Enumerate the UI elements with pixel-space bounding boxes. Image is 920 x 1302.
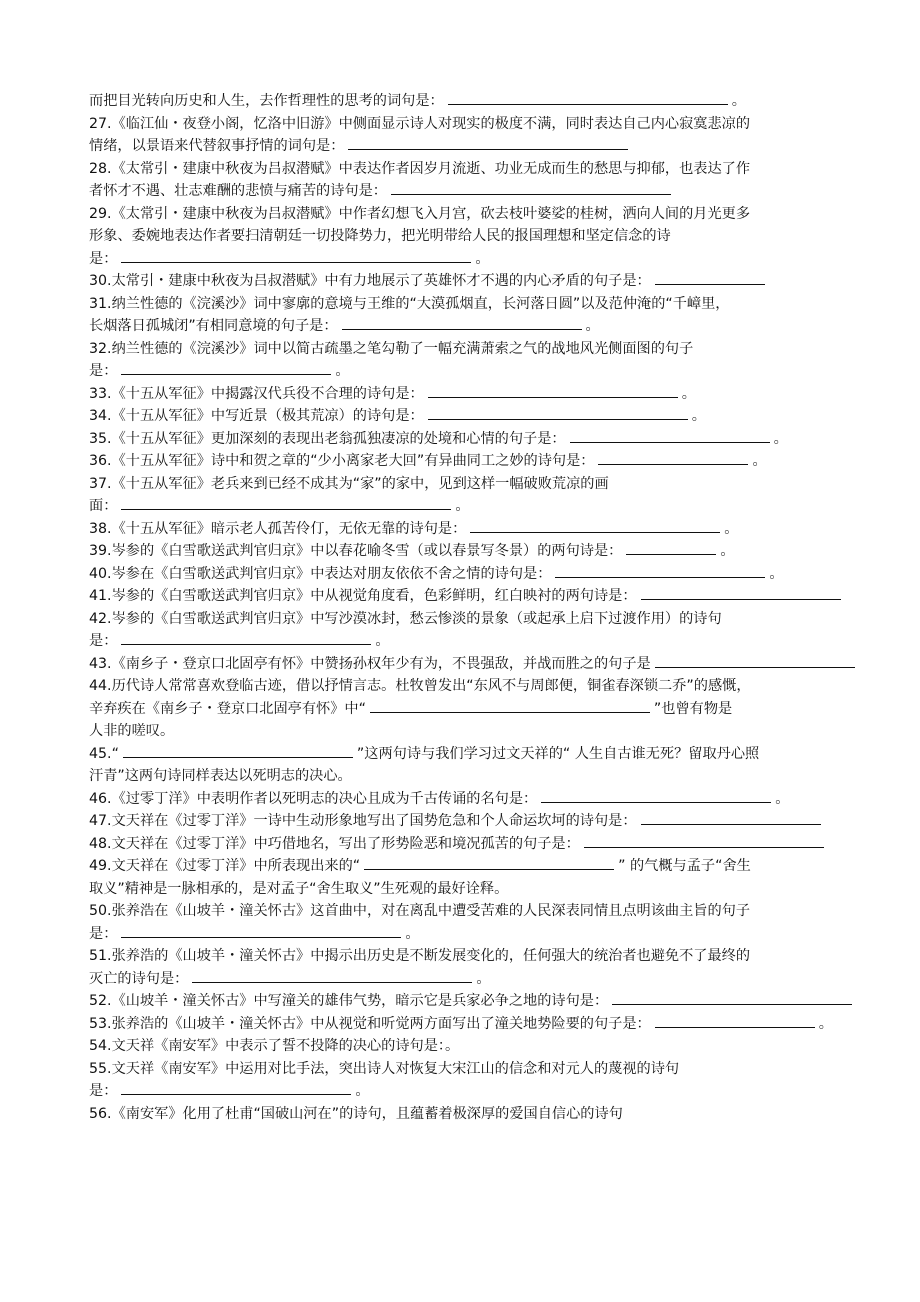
text-line: 灭亡的诗句是： 。 <box>89 968 920 991</box>
answer-blank[interactable] <box>121 248 471 263</box>
answer-blank[interactable] <box>584 833 824 848</box>
text-line: 者怀才不遇、壮志难酬的悲愤与痛苦的诗句是： <box>89 180 920 203</box>
text-line: 长烟落日孤城闭”有相同意境的句子是： 。 <box>89 315 920 338</box>
answer-blank[interactable] <box>121 1080 351 1095</box>
question-list <box>89 90 920 1125</box>
text-line: 54.文天祥《南安军》中表示了誓不投降的决心的诗句是：。 <box>89 1038 460 1054</box>
text-line: 汗青”这两句诗同样表达以死明志的决心。 <box>89 768 352 784</box>
text-line: 39.岑参的《白雪歌送武判官归京》中以春花喻冬雪（或以春景写冬景）的两句诗是： 。 <box>89 540 920 563</box>
answer-blank[interactable] <box>428 383 678 398</box>
text-line: 51.张养浩的《山坡羊・潼关怀古》中揭示出历史是不断发展变化的，任何强大的统治者也避免不了最终的 <box>89 948 751 964</box>
answer-blank[interactable] <box>121 923 401 938</box>
answer-blank[interactable] <box>121 360 331 375</box>
answer-blank[interactable] <box>655 270 765 285</box>
text-line: 30.太常引・建康中秋夜为吕叔潜赋》中有力地展示了英雄怀才不遇的内心矛盾的句子是： <box>89 270 920 293</box>
text-line: 50.张养浩在《山坡羊・潼关怀古》这首曲中，对在离乱中遭受苦难的人民深表同情且点明该曲主旨的句子 <box>89 903 751 919</box>
text-line: 辛弃疾在《南乡子・登京口北固亭有怀》中“ ”也曾有物是 <box>89 698 920 721</box>
answer-blank[interactable] <box>348 135 628 150</box>
text-line: 是： 。 <box>89 1080 920 1103</box>
answer-blank[interactable] <box>641 585 841 600</box>
answer-blank[interactable] <box>570 428 770 443</box>
answer-blank[interactable] <box>121 495 451 510</box>
text-line: 28.《太常引・建康中秋夜为吕叔潜赋》中表达作者因岁月流逝、功业无成而生的愁思与抑郁，也表达了作 <box>89 160 751 177</box>
text-line: 33.《十五从军征》中揭露汉代兵役不合理的诗句是： 。 <box>89 383 920 406</box>
text-line: 45.“ ”这两句诗与我们学习过文天祥的“ 人生自古谁无死？留取丹心照 <box>89 743 920 766</box>
text-line: 是： 。 <box>89 360 920 383</box>
answer-blank[interactable] <box>121 630 371 645</box>
text-line: 43.《南乡子・登京口北固亭有怀》中赞扬孙权年少有为，不畏强敌，并战而胜之的句子是 <box>89 653 920 676</box>
text-line: 42.岑参的《白雪歌送武判官归京》中写沙漠冰封，愁云惨淡的景象（或起承上启下过渡作用）的诗句 <box>89 610 722 627</box>
answer-blank[interactable] <box>655 653 855 668</box>
answer-blank[interactable] <box>391 180 671 195</box>
text-line: 29.《太常引・建康中秋夜为吕叔潜赋》中作者幻想飞入月宫，砍去枝叶婆娑的桂树，洒向人间的月光更多 <box>89 205 751 222</box>
text-line: 37.《十五从军征》老兵来到已经不成其为“家”的家中，见到这样一幅破败荒凉的画 <box>89 475 609 492</box>
answer-blank[interactable] <box>555 563 765 578</box>
answer-blank[interactable] <box>123 743 353 758</box>
text-line: 47.文天祥在《过零丁洋》一诗中生动形象地写出了国势危急和个人命运坎坷的诗句是： <box>89 810 920 833</box>
answer-blank[interactable] <box>428 405 688 420</box>
text-line: 27.《临江仙・夜登小阁，忆洛中旧游》中侧面显示诗人对现实的极度不满，同时表达自己内心寂寞悲凉的 <box>89 115 751 132</box>
answer-blank[interactable] <box>655 1013 815 1028</box>
text-line: 40.岑参在《白雪歌送武判官归京》中表达对朋友依依不舍之情的诗句是： 。 <box>89 563 920 586</box>
text-line: 而把目光转向历史和人生，去作哲理性的思考的词句是： 。 <box>89 90 920 113</box>
text-line: 48.文天祥在《过零丁洋》中巧借地名，写出了形势险恶和境况孤苦的句子是： <box>89 833 920 856</box>
text-line: 36.《十五从军征》诗中和贺之章的“少小离家老大回”有异曲同工之妙的诗句是： 。 <box>89 450 920 473</box>
answer-blank[interactable] <box>470 518 720 533</box>
answer-blank[interactable] <box>448 90 728 105</box>
text-line: 取义”精神是一脉相承的，是对孟子“舍生取义”生死观的最好诠释。 <box>89 880 509 897</box>
answer-blank[interactable] <box>370 698 650 713</box>
text-line: 人非的嗟叹。 <box>89 723 175 739</box>
answer-blank[interactable] <box>364 855 614 870</box>
text-line: 31.纳兰性德的《浣溪沙》词中寥廓的意境与王维的“大漠孤烟直，长河落日圆”以及范仲淹的“千嶂里， <box>89 295 730 312</box>
text-line: 形象、委婉地表达作者要扫清朝廷一切投降势力，把光明带给人民的报国理想和坚定信念的诗 <box>89 228 671 244</box>
text-line: 55.文天祥《南安军》中运用对比手法，突出诗人对恢复大宋江山的信念和对元人的蔑视的诗句 <box>89 1060 680 1077</box>
text-line: 情绪，以景语来代替叙事抒情的词句是： <box>89 135 920 158</box>
text-line: 52.《山坡羊・潼关怀古》中写潼关的雄伟气势，暗示它是兵家必争之地的诗句是： <box>89 990 920 1013</box>
text-line: 是： 。 <box>89 248 920 271</box>
text-line: 是： 。 <box>89 630 920 653</box>
text-line: 38.《十五从军征》暗示老人孤苦伶仃，无依无靠的诗句是： 。 <box>89 518 920 541</box>
text-line: 是： 。 <box>89 923 920 946</box>
answer-blank[interactable] <box>192 968 472 983</box>
answer-blank[interactable] <box>541 788 771 803</box>
text-line: 面： 。 <box>89 495 920 518</box>
text-line: 56.《南安军》化用了杜甫“国破山河在”的诗句，且蕴蓄着极深厚的爱国自信心的诗句 <box>89 1105 623 1122</box>
text-line: 34.《十五从军征》中写近景（极其荒凉）的诗句是： 。 <box>89 405 920 428</box>
text-line: 46.《过零丁洋》中表明作者以死明志的决心且成为千古传诵的名句是： 。 <box>89 788 920 811</box>
text-line: 53.张养浩的《山坡羊・潼关怀古》中从视觉和听觉两方面写出了潼关地势险要的句子是： 。 <box>89 1013 920 1036</box>
text-line: 41.岑参的《白雪歌送武判官归京》中从视觉角度看，色彩鲜明，红白映衬的两句诗是： <box>89 585 920 608</box>
answer-blank[interactable] <box>342 315 582 330</box>
answer-blank[interactable] <box>598 450 748 465</box>
text-line: 35.《十五从军征》更加深刻的表现出老翁孤独凄凉的处境和心情的句子是： 。 <box>89 428 920 451</box>
answer-blank[interactable] <box>641 810 821 825</box>
text-line: 44.历代诗人常常喜欢登临古迹，借以抒情言志。杜牧曾发出“东风不与周郎便，铜雀春深锁二乔”的感慨， <box>89 678 751 694</box>
answer-blank[interactable] <box>612 990 852 1005</box>
text-line: 32.纳兰性德的《浣溪沙》词中以简古疏墨之笔勾勒了一幅充满萧索之气的战地风光侧面图的句子 <box>89 340 694 357</box>
text-line: 49.文天祥在《过零丁洋》中所表现出来的“ ” 的气概与孟子“舍生 <box>89 855 920 878</box>
answer-blank[interactable] <box>626 540 716 555</box>
